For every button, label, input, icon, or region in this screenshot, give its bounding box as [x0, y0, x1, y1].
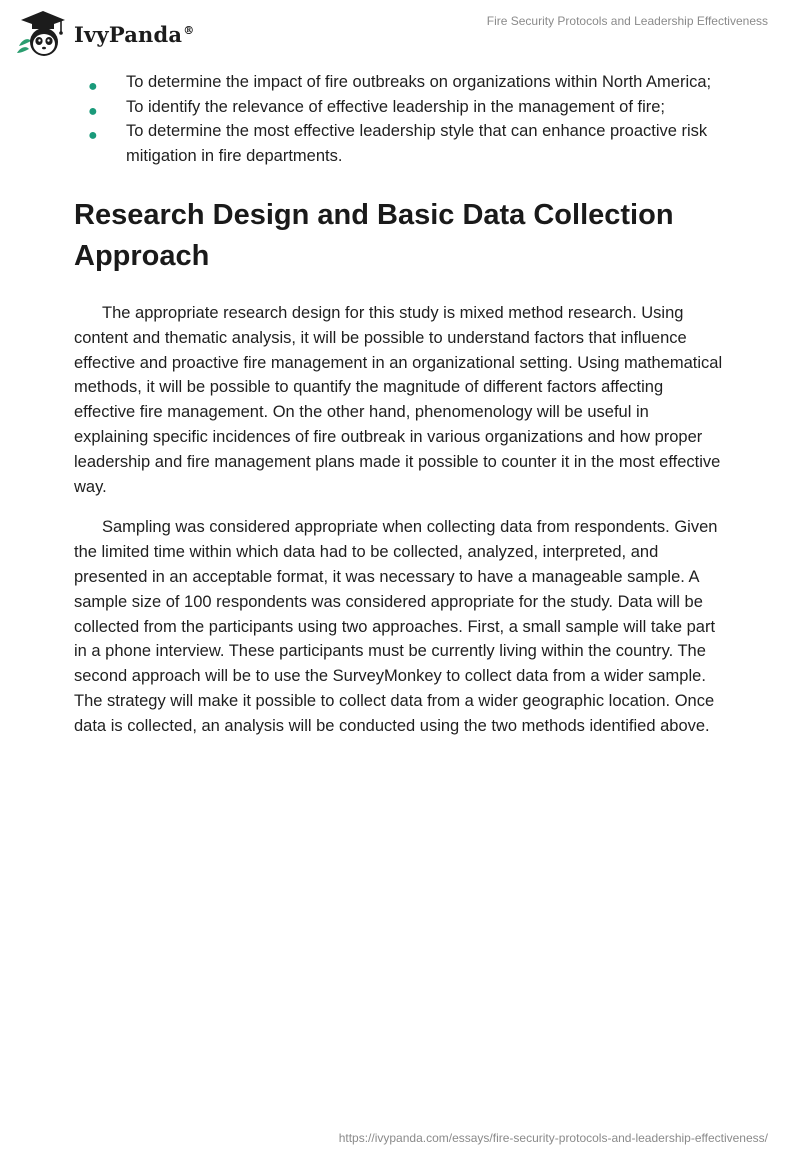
section-heading: Research Design and Basic Data Collection Approach	[74, 199, 674, 272]
paragraph: The appropriate research design for this study is mixed method research. Using content and thematic analysis, it will be possible to understand factors that influence effective and proactive fire management in an organizational setting. Using mathematical methods, it will be possible to quantify the magnitude of different factors affecting effective fire management. On the other hand, phenomenology will be useful in explaining specific incidences of fire outbreak in various organizations and how proper leadership and fire management plans made it possible to counter it in the most effective way.	[74, 304, 723, 496]
document-title: Fire Security Protocols and Leadership Effectiveness	[486, 14, 768, 28]
bullet-icon: ●	[88, 102, 98, 120]
list-item	[74, 70, 726, 95]
bullet-icon: ●	[88, 127, 98, 144]
list-item-text: To determine the impact of fire outbreaks on organizations within North America;	[126, 73, 712, 91]
list-item-text: To identify the relevance of effective leadership in the management of fire;	[126, 97, 666, 116]
paragraph: Sampling was considered appropriate when collecting data from respondents. Given the limited time within which data had to be collected, analyzed, interpreted, and presented in an acceptable format, it was necessary to have a manageable sample. A sample size of 100 respondents was considered appropriate for the study. Data will be collected from the participants using two approaches. First, a small sample will take part in a phone interview. These participants must be currently living within the country. The second approach will be to use the SurveyMonkey to collect data from a wider sample. The strategy will make it possible to collect data from a wider geographic location. Once data is collected, an analysis will be conducted using the two methods identified above.	[74, 518, 718, 735]
essay-content	[74, 70, 726, 739]
bullet-icon: ●	[88, 78, 98, 95]
page-header	[0, 0, 800, 64]
logo-wordmark: IvyPanda®	[74, 21, 195, 47]
ivypanda-logo[interactable]	[14, 8, 194, 58]
list-item	[74, 119, 726, 168]
list-item	[74, 95, 726, 120]
registered-mark: ®	[183, 23, 195, 37]
source-url[interactable]: https://ivypanda.com/essays/fire-security-protocols-and-leadership-effectiveness/	[338, 1131, 768, 1145]
objectives-list	[74, 70, 726, 168]
panda-graduate-icon	[14, 8, 72, 58]
list-item-text: To determine the most effective leadership style that can enhance proactive risk mitigation in fire departments.	[126, 122, 708, 165]
